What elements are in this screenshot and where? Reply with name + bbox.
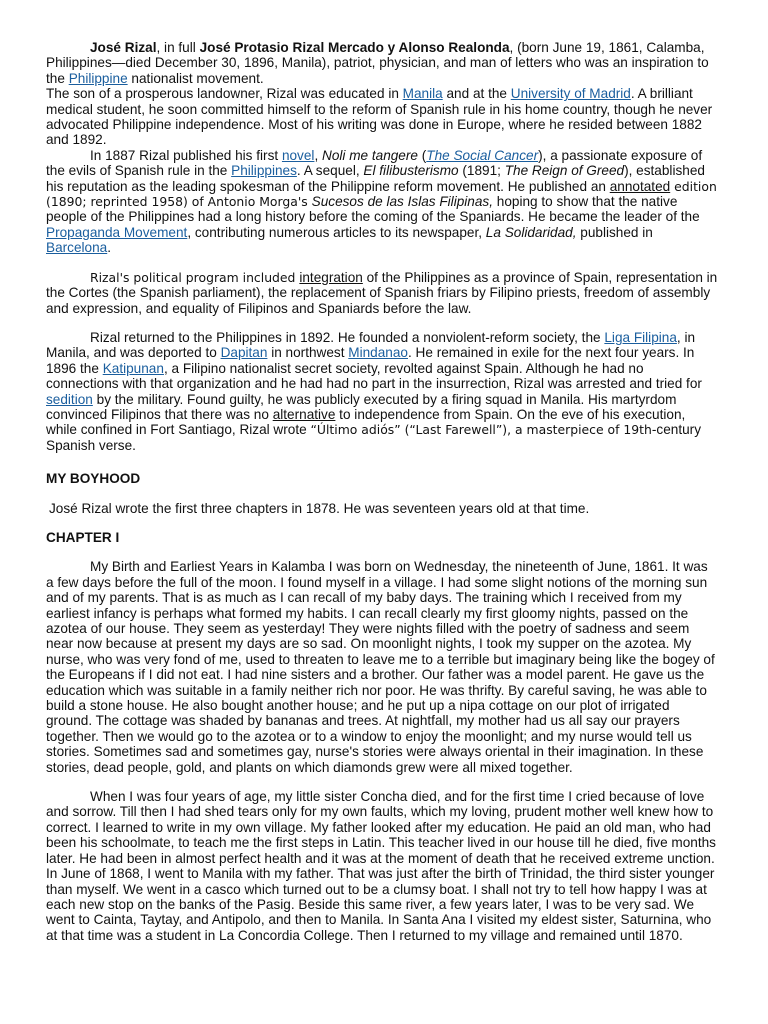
text-span: , contributing numerous articles to its newspaper, [187, 224, 486, 240]
link-liga-filipina[interactable]: Liga Filipina [604, 329, 677, 345]
link-manila[interactable]: Manila [402, 86, 443, 102]
link-propaganda-movement[interactable]: Propaganda Movement [46, 224, 188, 240]
text-span: , in full [156, 40, 200, 55]
link-philippine[interactable]: Philippine [68, 70, 128, 86]
title-noli: Noli me tangere [322, 147, 418, 163]
text-span: , [314, 147, 322, 163]
text-span: ), established his reputation as the leading spokesman of the Philippine reform movement. He published an [46, 163, 705, 194]
text-span: to independence from Spain. On the eve of his execution, while confined in Fort Santiago, Rizal wrote [46, 406, 686, 438]
bio-paragraph-3 [46, 148, 718, 256]
link-university-of-madrid[interactable]: University of Madrid [510, 86, 631, 102]
text-span: , in Manila, and was deported to [46, 329, 696, 361]
text-span: published in [576, 224, 653, 240]
bio-paragraph-4 [46, 270, 718, 316]
link-sedition[interactable]: sedition [46, 391, 93, 407]
annotated-term: annotated [609, 178, 671, 194]
link-mindanao[interactable]: Mindanao [348, 345, 408, 361]
link-dapitan[interactable]: Dapitan [220, 345, 268, 361]
text-span: . A sequel, [296, 163, 364, 179]
text-span: . He remained in exile for the next four years. In 1896 the [46, 345, 695, 376]
bio-paragraph-5 [46, 330, 718, 453]
text-span: edition (1890; reprinted 1958) of Antonio Morga's [46, 178, 717, 210]
text-span: ( [417, 147, 427, 163]
text-span: Rizal's political program included [90, 269, 300, 285]
text-span: in northwest [267, 345, 349, 361]
text-span: (1891; [458, 163, 505, 179]
text-span: Rizal returned to the Philippines in 1892. He founded a nonviolent-reform society, the [90, 329, 605, 345]
text-span: In 1887 Rizal published his first [90, 147, 282, 163]
full-name: José Protasio Rizal Mercado y Alonso Realonda [199, 40, 510, 55]
title-filibusterismo: El filibusterismo [363, 163, 459, 179]
chapter-paragraph-2: When I was four years of age, my little sister Concha died, and for the first time I cried because of love and sorrow. Till then I had shed tears only for my own faults, which my loving, prudent mother well knew how to correct. I learned to write in my own village. My father looked after my education. He paid an old man, who had been his schoolmate, to teach me the first steps in Latin. This teacher lived in our house till he died, five months later. He had been in almost perfect health and it was at the moment of death that he received extreme unction. In June of 1868, I went to Manila with my father. That was just after the birth of Trinidad, the third sister younger than myself. We went in a casco which turned out to be a clumsy boat. I shall not try to tell how happy I was at each new stop on the banks of the Pasig. Beside this same river, a few years later, I was to be very sad. We went to Cainta, Taytay, and Antipolo, and then to Manila. In Santa Ana I visited my eldest sister, Saturnina, who at that time was a student in La Concordia College. Then I returned to my village and remained until 1870. [46, 789, 716, 943]
bio-paragraph-1 [46, 40, 718, 86]
text-span: , a Filipino nationalist secret society, revolted against Spain. Although he had no connections with that organization and he had had no part in the insurrection, Rizal was arrested and tried for [46, 360, 702, 392]
title-sucesos: Sucesos de las Islas Filipinas, [311, 194, 493, 210]
link-barcelona[interactable]: Barcelona [46, 240, 108, 256]
bio-paragraph-2 [46, 86, 718, 148]
link-novel[interactable]: novel [281, 147, 315, 163]
link-social-cancer[interactable] [426, 148, 538, 163]
section-heading-my-boyhood: MY BOYHOOD [46, 471, 141, 487]
text-span: . A brilliant medical student, he soon committed himself to the reform of Spanish rule in his home country, though he never advocated Philippine independence. Most of his writing was done in Europe, where he resided between 1882 and 1892. [46, 86, 713, 148]
rizal-name: José Rizal [90, 40, 157, 55]
alternative-term: alternative [272, 406, 336, 422]
text-span: nationalist movement. [127, 70, 264, 86]
chapter-heading: CHAPTER I [46, 529, 120, 545]
chapter-paragraph-1: My Birth and Earliest Years in Kalamba I was born on Wednesday, the nineteenth of June, 1861. It was a few days before the full of the moon. I found myself in a village. I had some slight notions of the morning sun and of my parents. That is as much as I can recall of my baby days. The training which I received from my earliest infancy is perhaps what formed my habits. I can recall clearly my first gloomy nights, passed on the azotea of our house. They seem as yesterday! They were nights filled with the poetry of sadness and seem near now because at present my days are so sad. On moonlight nights, I took my supper on the azotea. My nurse, who was very fond of me, used to threaten to leave me to a terrible but imaginary being like the bogey of the Europeans if I did not eat. I had nine sisters and a brother. Our father was a model parent. He gave us the education which was suitable in a family neither rich nor poor. He was thrifty. By careful saving, he was able to build a stone house. He also bought another house; and he put up a nipa cottage on our plot of irrigated ground. The cottage was shaded by bananas and trees. At nightfall, my mother had us all say our prayers together. Then we would go to the azotea or to a window to enjoy the moonlight; and my nurse would tell us stories. Sometimes sad and sometimes gay, nurse's stories were always oriental in their imagination. In these stories, dead people, gold, and plants on which diamonds grew were all mixed together. [46, 559, 715, 775]
title-la-solidaridad: La Solidaridad, [485, 224, 577, 240]
title-reign-of-greed: The Reign of Greed [504, 163, 625, 179]
link-katipunan[interactable]: Katipunan [102, 360, 164, 376]
link-philippines[interactable]: Philippines [231, 163, 297, 179]
text-span: and at the [442, 86, 511, 102]
text-span: , (born June 19, 1861, Calamba, Philippines—died December 30, 1896, Manila), patriot, physician, and man of letters who was an inspiration to the [46, 40, 709, 86]
text-span: hoping to show that the native people of the Philippines had a long history before the coming of the Spaniards. He became the leader of the [46, 194, 700, 225]
link-text: The Social Cancer [426, 147, 539, 163]
text-span: ), a passionate exposure of the evils of Spanish rule in the [46, 147, 703, 179]
boyhood-note: José Rizal wrote the first three chapters in 1878. He was seventeen years old at that time. [49, 500, 590, 516]
text-span: “Último adiós” (“Last Farewell”), a masterpiece of 19th [310, 422, 652, 438]
text-span: by the military. Found guilty, he was publicly executed by a firing squad in Manila. His martyrdom convinced Filipinos that there was no [46, 391, 677, 422]
text-span: of the Philippines as a province of Spain, representation in the Cortes (the Spanish parliament), the replacement of Spanish friars by Filipino priests, freedom of assembly and expression, and equality of Filipinos and Spaniards before the law. [46, 269, 718, 316]
text-span: -century Spanish verse. [46, 422, 702, 453]
text-span: The son of a prosperous landowner, Rizal was educated in [46, 86, 403, 102]
integration-term: integration [299, 269, 363, 285]
text-span: . [107, 240, 111, 256]
